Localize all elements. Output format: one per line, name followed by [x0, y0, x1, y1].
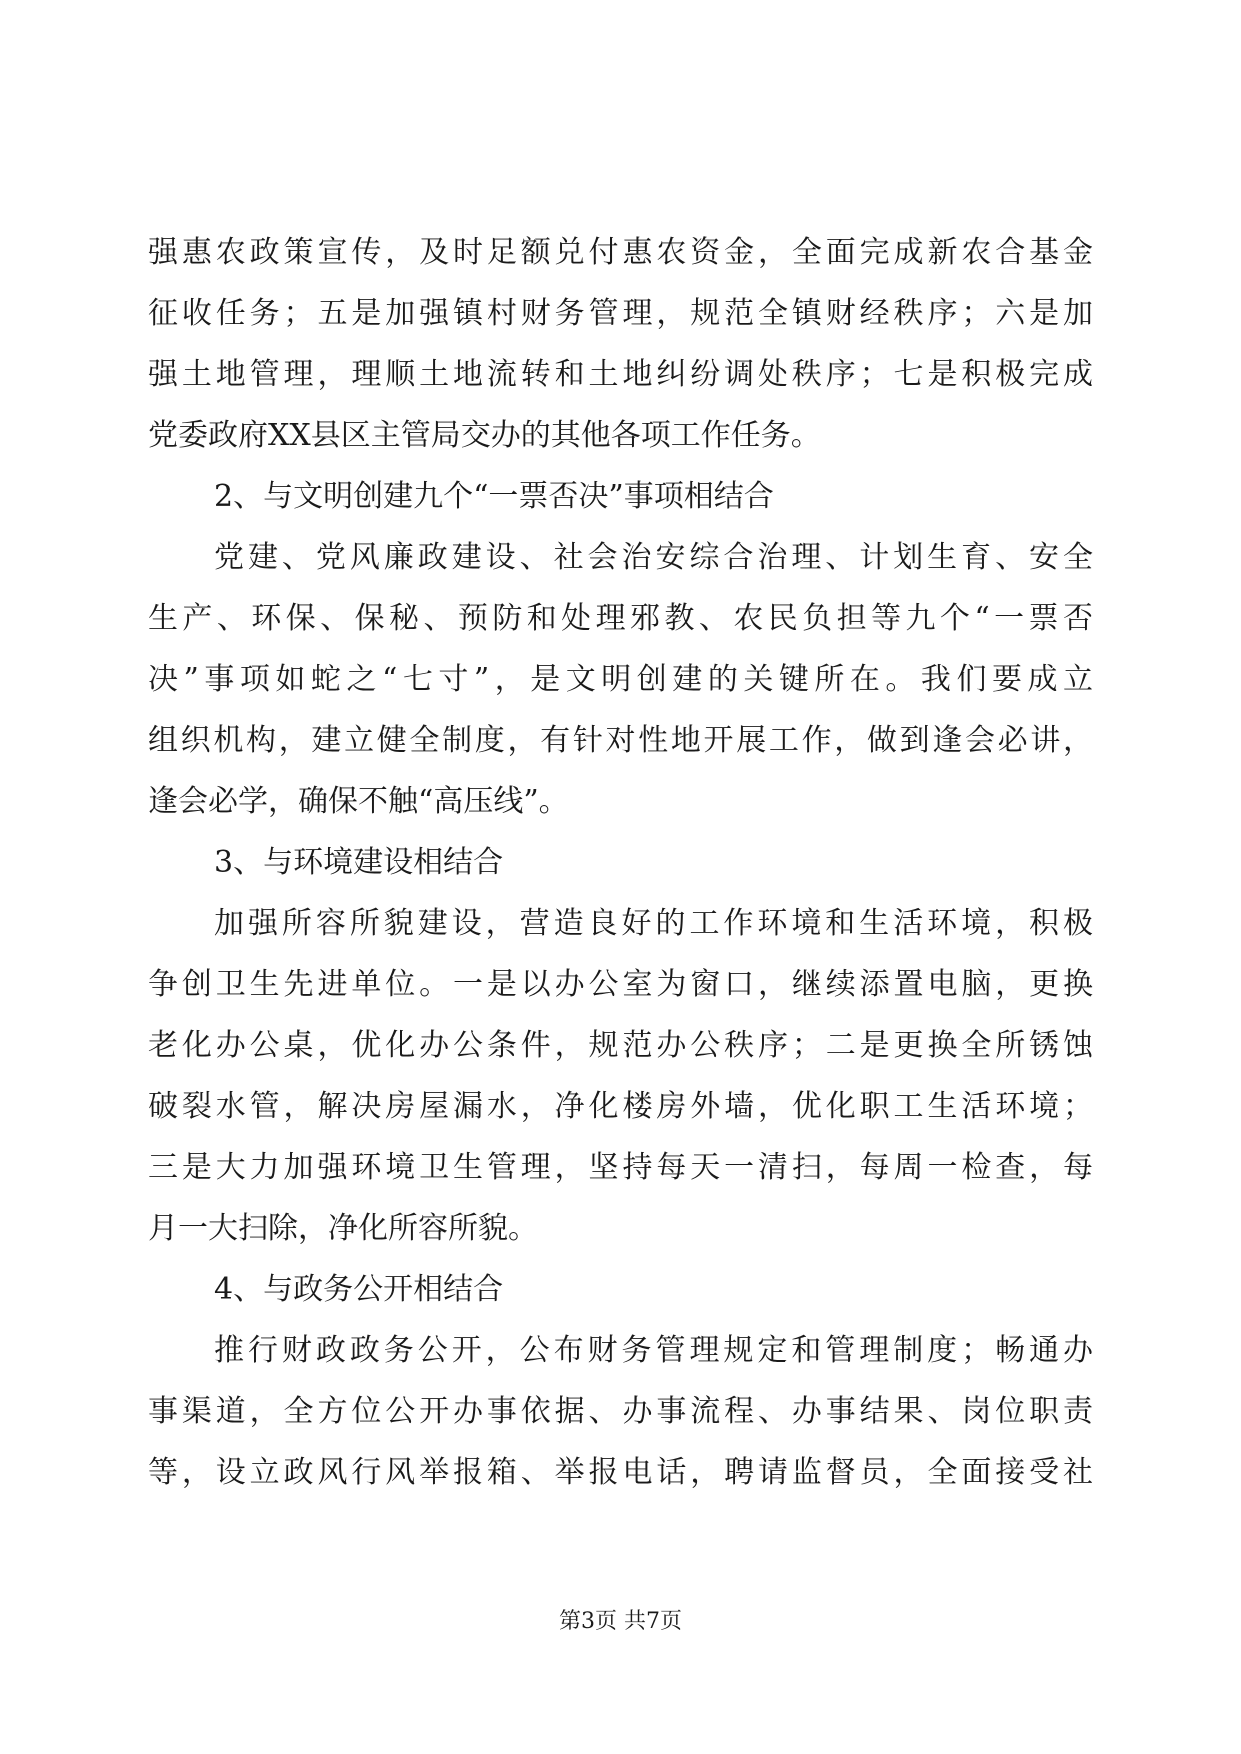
paragraph-line: 强土地管理，理顺土地流转和土地纠纷调处秩序；七是积极完成: [148, 357, 1093, 392]
paragraph-line: 逢会必学，确保不触“高压线”。: [148, 784, 569, 819]
paragraph-line: 争创卫生先进单位。一是以办公室为窗口，继续添置电脑，更换: [148, 967, 1093, 1002]
section-heading: 2、与文明创建九个“一票否决”事项相结合: [214, 479, 774, 514]
paragraph-line: 加强所容所貌建设，营造良好的工作环境和生活环境，积极: [214, 906, 1093, 941]
paragraph-line: 决”事项如蛇之“七寸”，是文明创建的关键所在。我们要成立: [148, 662, 1093, 697]
paragraph-line: 生产、环保、保秘、预防和处理邪教、农民负担等九个“一票否: [148, 601, 1093, 636]
paragraph: [148, 893, 1093, 1259]
paragraph: [148, 1320, 1093, 1503]
paragraph-line: 破裂水管，解决房屋漏水，净化楼房外墙，优化职工生活环境；: [148, 1089, 1093, 1124]
paragraph-line: 组织机构，建立健全制度，有针对性地开展工作，做到逢会必讲，: [148, 723, 1093, 758]
paragraph-line: 党建、党风廉政建设、社会治安综合治理、计划生育、安全: [214, 540, 1093, 575]
page-number-footer: 第3页 共7页: [559, 1609, 682, 1634]
paragraph-line: 推行财政政务公开，公布财务管理规定和管理制度；畅通办: [214, 1333, 1093, 1368]
paragraph: [148, 527, 1093, 832]
paragraph-line: 党委政府XX县区主管局交办的其他各项工作任务。: [148, 418, 821, 453]
paragraph-line: 月一大扫除，净化所容所貌。: [148, 1211, 538, 1246]
paragraph-line: 等，设立政风行风举报箱、举报电话，聘请监督员，全面接受社: [148, 1455, 1093, 1490]
section-heading: 3、与环境建设相结合: [214, 845, 504, 880]
paragraph-line: 老化办公桌，优化办公条件，规范办公秩序；二是更换全所锈蚀: [148, 1028, 1093, 1063]
paragraph-line: 征收任务；五是加强镇村财务管理，规范全镇财经秩序；六是加: [148, 296, 1093, 331]
paragraph-line: 三是大力加强环境卫生管理，坚持每天一清扫，每周一检查，每: [148, 1150, 1093, 1185]
paragraph-line: 强惠农政策宣传，及时足额兑付惠农资金，全面完成新农合基金: [148, 235, 1093, 270]
document-body: [148, 222, 1093, 1503]
paragraph: [148, 222, 1093, 466]
paragraph-line: 事渠道，全方位公开办事依据、办事流程、办事结果、岗位职责: [148, 1394, 1093, 1429]
section-heading: 4、与政务公开相结合: [214, 1272, 504, 1307]
